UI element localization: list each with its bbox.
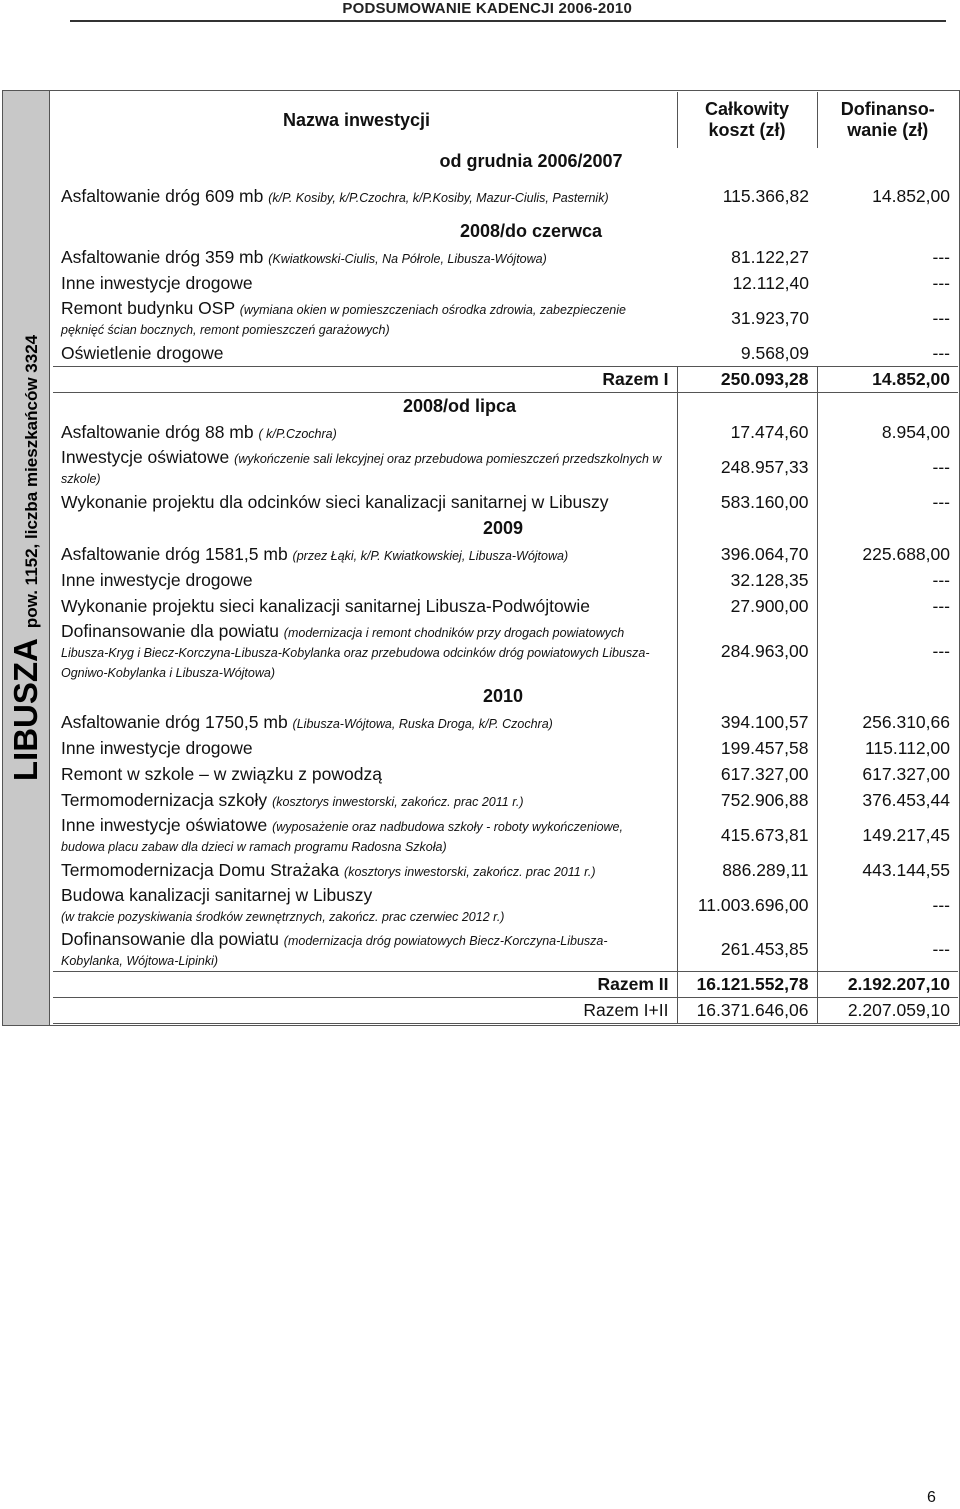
row-cost: 284.963,00 bbox=[677, 619, 817, 683]
row-name: Inwestycje oświatowe bbox=[61, 446, 230, 467]
table-row bbox=[53, 567, 958, 593]
table-row bbox=[53, 340, 958, 367]
row-cofin: 14.852,00 bbox=[872, 185, 950, 206]
header-cost: Całkowity koszt (zł) bbox=[677, 92, 817, 148]
total-row bbox=[53, 972, 958, 998]
row-cofin: --- bbox=[932, 246, 950, 267]
row-cost: 248.957,33 bbox=[677, 445, 817, 489]
row-cofin: 225.688,00 bbox=[817, 541, 958, 567]
row-cost: 583.160,00 bbox=[677, 489, 817, 515]
section-row bbox=[53, 218, 958, 244]
row-cofin: 8.954,00 bbox=[817, 419, 958, 445]
total-label: Razem I+II bbox=[53, 998, 677, 1024]
row-cofin: 617.327,00 bbox=[817, 761, 958, 787]
page-number: 6 bbox=[927, 1489, 936, 1506]
table-row bbox=[53, 787, 958, 813]
row-cofin: --- bbox=[817, 883, 958, 927]
row-cofin: 115.112,00 bbox=[817, 735, 958, 761]
table-row bbox=[53, 445, 958, 489]
row-cofin: --- bbox=[817, 619, 958, 683]
row-name: Asfaltowanie dróg 88 mb bbox=[61, 421, 254, 442]
section-title: od grudnia 2006/2007 bbox=[439, 150, 623, 171]
sidebar-vertical-text bbox=[7, 335, 45, 781]
section-title: 2010 bbox=[483, 685, 524, 706]
row-cost: 617.327,00 bbox=[677, 761, 817, 787]
row-name: Wykonanie projektu sieci kanalizacji sanitarnej Libusza-Podwójtowie bbox=[61, 595, 590, 616]
table-row bbox=[53, 761, 958, 787]
header-cofin: Dofinanso-wanie (zł) bbox=[817, 92, 958, 148]
total-cost: 16.371.646,06 bbox=[677, 998, 817, 1024]
row-note: (k/P. Kosiby, k/P.Czochra, k/P.Kosiby, Mazur-Ciulis, Pasternik) bbox=[268, 190, 609, 205]
total-label: Razem II bbox=[53, 972, 677, 998]
row-cost: 9.568,09 bbox=[740, 342, 809, 363]
row-cost: 886.289,11 bbox=[677, 857, 817, 883]
row-cost: 415.673,81 bbox=[677, 813, 817, 857]
row-cofin: --- bbox=[932, 272, 950, 293]
row-cofin: 443.144,55 bbox=[817, 857, 958, 883]
row-note: (kosztorys inwestorski, zakończ. prac 2011 r.) bbox=[344, 864, 596, 879]
header-name: Nazwa inwestycji bbox=[283, 109, 431, 130]
row-cofin: --- bbox=[817, 445, 958, 489]
row-note: (wymiana okien w pomieszczeniach ośrodka zdrowia, zabezpieczenie pęknięć ścian bocznych, remont pomieszczeń garażowych) bbox=[61, 302, 626, 337]
total-cost: 16.121.552,78 bbox=[677, 972, 817, 998]
table-row bbox=[53, 619, 958, 683]
row-cost: 11.003.696,00 bbox=[677, 883, 817, 927]
header-rule bbox=[70, 20, 946, 22]
total-row bbox=[53, 367, 958, 393]
row-cofin: --- bbox=[817, 567, 958, 593]
row-name: Remont budynku OSP bbox=[61, 297, 235, 318]
row-cost: 81.122,27 bbox=[731, 246, 809, 267]
row-name: Inne inwestycje drogowe bbox=[61, 272, 253, 293]
page-header-title: PODSUMOWANIE KADENCJI 2006-2010 bbox=[342, 0, 632, 17]
table-row bbox=[53, 270, 958, 296]
row-name: Remont w szkole – w związku z powodzą bbox=[61, 763, 382, 784]
sidebar-title: LIBUSZA bbox=[7, 638, 44, 782]
row-cofin: --- bbox=[932, 342, 950, 363]
row-name: Termomodernizacja Domu Strażaka bbox=[61, 859, 340, 880]
row-cost: 752.906,88 bbox=[677, 787, 817, 813]
table-row bbox=[53, 296, 958, 340]
row-cofin: 256.310,66 bbox=[817, 709, 958, 735]
total-row bbox=[53, 998, 958, 1024]
row-cost: 27.900,00 bbox=[677, 593, 817, 619]
row-note: (przez Łąki, k/P. Kwiatkowskiej, Libusza-Wójtowa) bbox=[292, 548, 569, 563]
section-row bbox=[53, 148, 958, 174]
total-cost: 250.093,28 bbox=[677, 367, 817, 393]
row-name: Inne inwestycje drogowe bbox=[61, 737, 253, 758]
row-name: Inne inwestycje drogowe bbox=[61, 569, 253, 590]
table-row bbox=[53, 419, 958, 445]
row-cost: 31.923,70 bbox=[731, 307, 809, 328]
table-row bbox=[53, 709, 958, 735]
sidebar-subtitle: pow. 1152, liczba mieszkańców 3324 bbox=[22, 334, 41, 629]
row-cofin: --- bbox=[817, 593, 958, 619]
table-row bbox=[53, 813, 958, 857]
row-note: (modernizacja dróg powiatowych Biecz-Korczyna-Libusza-Kobylanka, Wójtowa-Lipinki) bbox=[61, 933, 608, 968]
table-row bbox=[53, 174, 958, 218]
table-header-row bbox=[53, 92, 958, 148]
sidebar-band bbox=[3, 91, 50, 1025]
section-row bbox=[53, 515, 958, 541]
row-name: Asfaltowanie dróg 1581,5 mb bbox=[61, 543, 288, 564]
row-name: Wykonanie projektu dla odcinków sieci kanalizacji sanitarnej w Libuszy bbox=[61, 491, 609, 512]
row-name: Asfaltowanie dróg 359 mb bbox=[61, 246, 264, 267]
table-row bbox=[53, 883, 958, 927]
table-row bbox=[53, 927, 958, 972]
table-row bbox=[53, 593, 958, 619]
row-name: Asfaltowanie dróg 1750,5 mb bbox=[61, 711, 288, 732]
row-note: (modernizacja i remont chodników przy drogach powiatowych Libusza-Kryg i Biecz-Korczyna-Libusza-Kobylanka oraz przebudowa odcinków dróg powiatowych Libusza-Ogniwo-Kobylanka i Libusza-Wójtowa) bbox=[61, 625, 650, 681]
row-cost: 396.064,70 bbox=[677, 541, 817, 567]
table-row bbox=[53, 244, 958, 270]
row-name: Termomodernizacja szkoły bbox=[61, 789, 268, 810]
page-header bbox=[0, 0, 960, 20]
section-row bbox=[53, 393, 958, 420]
row-cost: 12.112,40 bbox=[732, 272, 809, 293]
investment-table bbox=[53, 92, 958, 1024]
section-row bbox=[53, 683, 958, 709]
row-cofin: 149.217,45 bbox=[817, 813, 958, 857]
total-cofin: 2.207.059,10 bbox=[817, 998, 958, 1024]
row-cofin: --- bbox=[817, 489, 958, 515]
row-name: Dofinansowanie dla powiatu bbox=[61, 928, 279, 949]
section-title: 2008/od lipca bbox=[403, 395, 517, 416]
row-cost: 32.128,35 bbox=[677, 567, 817, 593]
row-name: Inne inwestycje oświatowe bbox=[61, 814, 268, 835]
row-note: (wyposażenie oraz nadbudowa szkoły - roboty wykończeniowe, budowa placu zabaw dla dzieci w ramach programu Radosna Szkoła) bbox=[61, 819, 623, 854]
total-cofin: 2.192.207,10 bbox=[817, 972, 958, 998]
row-note: ( k/P.Czochra) bbox=[258, 426, 337, 441]
total-label: Razem I bbox=[53, 367, 677, 393]
table-row bbox=[53, 541, 958, 567]
row-name: Asfaltowanie dróg 609 mb bbox=[61, 185, 264, 206]
row-cost: 17.474,60 bbox=[677, 419, 817, 445]
row-name: Dofinansowanie dla powiatu bbox=[61, 620, 279, 641]
row-cost: 199.457,58 bbox=[677, 735, 817, 761]
table-row bbox=[53, 857, 958, 883]
row-cost: 261.453,85 bbox=[677, 927, 817, 972]
table-row bbox=[53, 489, 958, 515]
table-row bbox=[53, 735, 958, 761]
row-note: (kosztorys inwestorski, zakończ. prac 2011 r.) bbox=[272, 794, 524, 809]
row-cofin: --- bbox=[817, 927, 958, 972]
row-name: Budowa kanalizacji sanitarnej w Libuszy bbox=[61, 884, 373, 905]
row-note: (wykończenie sali lekcyjnej oraz przebudowa pomieszczeń przedszkolnych w szkole) bbox=[61, 451, 662, 486]
section-title: 2009 bbox=[483, 517, 524, 538]
total-cofin: 14.852,00 bbox=[817, 367, 958, 393]
row-note: (Kwiatkowski-Ciulis, Na Półrole, Libusza-Wójtowa) bbox=[268, 251, 547, 266]
row-cofin: --- bbox=[932, 307, 950, 328]
row-cofin: 376.453,44 bbox=[817, 787, 958, 813]
row-name: Oświetlenie drogowe bbox=[61, 342, 224, 363]
section-title: 2008/do czerwca bbox=[459, 220, 603, 241]
row-note: (w trakcie pozyskiwania środków zewnętrznych, zakończ. prac czerwiec 2012 r.) bbox=[61, 910, 505, 924]
row-cost: 394.100,57 bbox=[677, 709, 817, 735]
row-cost: 115.366,82 bbox=[722, 185, 809, 206]
row-note: (Libusza-Wójtowa, Ruska Droga, k/P. Czochra) bbox=[292, 716, 553, 731]
